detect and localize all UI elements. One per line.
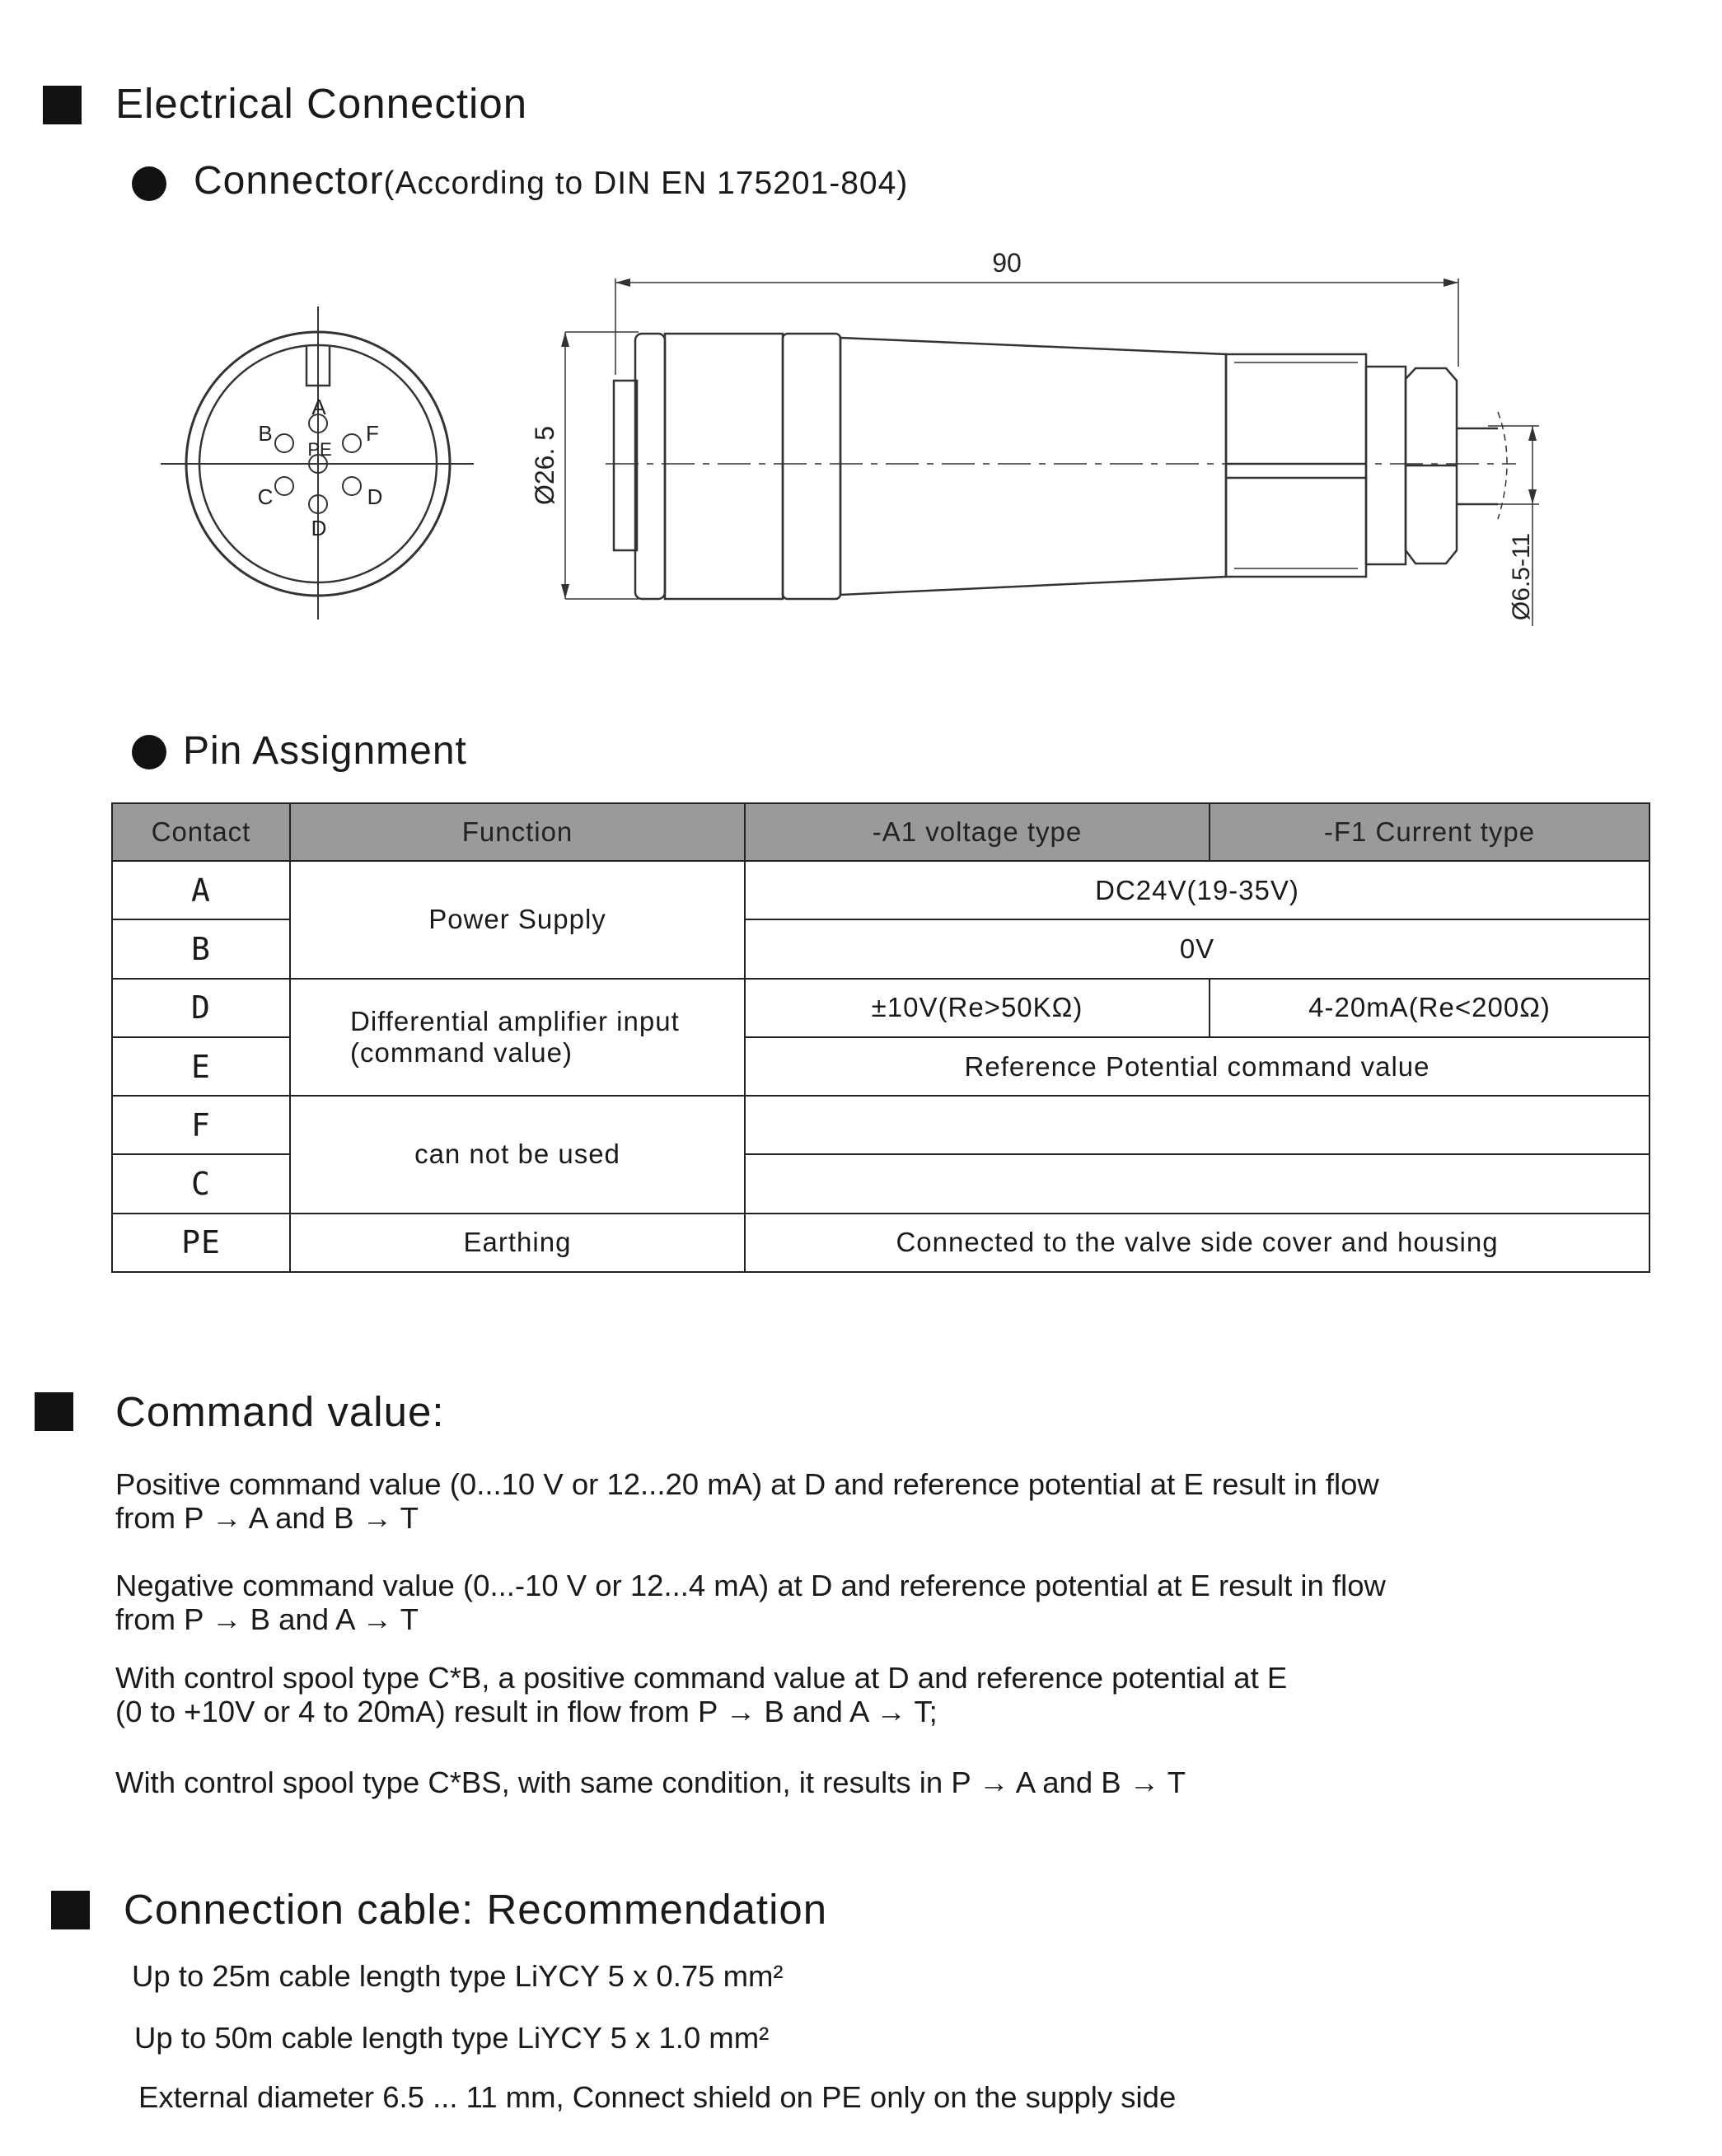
cable-line: Up to 25m cable length type LiYCY 5 x 0.75 mm²: [132, 1959, 784, 1993]
voltage-value-cell: ±10V(Re>50KΩ): [745, 979, 1210, 1037]
value-cell: Reference Potential command value: [745, 1037, 1649, 1096]
pin-label-c: C: [257, 484, 274, 509]
function-cell: [290, 979, 745, 1097]
connection-cable-heading: Connection cable: Recommendation: [124, 1886, 828, 1933]
connector-front-view: [161, 306, 474, 620]
pin-label-a: A: [311, 395, 326, 419]
function-line: Differential amplifier input: [350, 1005, 680, 1036]
pin-assignment-table: [111, 802, 1650, 1273]
command-paragraph-negative: [115, 1569, 1386, 1636]
paragraph-line: from P → A and B → T: [115, 1501, 419, 1535]
function-line: (command value): [350, 1036, 573, 1068]
command-paragraph-spool-cb: [115, 1661, 1287, 1728]
connector-standard: (According to DIN EN 175201-804): [383, 166, 909, 201]
section-marker-square: [35, 1392, 73, 1431]
paragraph-line: (0 to +10V or 4 to 20mA) result in flow from P → B and A → T;: [115, 1695, 938, 1728]
column-header-voltage-type: -A1 voltage type: [745, 803, 1210, 861]
pin-label-pe: PE: [307, 439, 332, 460]
connector-side-view: [561, 278, 1539, 626]
value-cell: 0V: [745, 919, 1649, 978]
paragraph-line: Positive command value (0...10 V or 12...20 mA) at D and reference potential at E result in flow: [115, 1467, 1379, 1501]
function-cell: Earthing: [290, 1214, 745, 1272]
electrical-connection-heading: Electrical Connection: [115, 80, 528, 127]
column-header-contact: Contact: [112, 803, 290, 861]
pin-label-b: B: [258, 421, 273, 446]
bullet-dot: [132, 735, 166, 769]
command-paragraph-positive: [115, 1467, 1379, 1535]
value-cell: [745, 1154, 1649, 1213]
current-value-cell: 4-20mA(Re<200Ω): [1210, 979, 1649, 1037]
connector-title: Connector: [194, 159, 384, 203]
contact-cell: D: [112, 979, 290, 1037]
table-header-row: [112, 803, 1649, 861]
column-header-current-type: -F1 Current type: [1210, 803, 1649, 861]
value-cell: DC24V(19-35V): [745, 861, 1649, 919]
cable-diameter-label: Ø6.5-11: [1508, 532, 1535, 621]
table-row: [112, 1214, 1649, 1272]
contact-cell: A: [112, 861, 290, 919]
function-cell: can not be used: [290, 1096, 745, 1214]
diameter-dimension-label: Ø26. 5: [530, 425, 559, 506]
function-cell: Power Supply: [290, 861, 745, 979]
contact-cell: PE: [112, 1214, 290, 1272]
cable-line: Up to 50m cable length type LiYCY 5 x 1.0 mm²: [134, 2021, 770, 2055]
paragraph-line: With control spool type C*B, a positive command value at D and reference potential at E: [115, 1661, 1288, 1695]
pin-label-d-bottom: D: [311, 516, 327, 540]
value-cell: Connected to the valve side cover and housing: [745, 1214, 1649, 1272]
contact-cell: C: [112, 1154, 290, 1213]
cable-line: External diameter 6.5 ... 11 mm, Connect shield on PE only on the supply side: [138, 2080, 1177, 2114]
contact-cell: B: [112, 919, 290, 978]
contact-cell: F: [112, 1096, 290, 1154]
column-header-function: Function: [290, 803, 745, 861]
pin-label-f: F: [366, 421, 379, 446]
command-value-heading: Command value:: [115, 1388, 445, 1435]
table-row: [112, 861, 1649, 919]
paragraph-line: With control spool type C*BS, with same condition, it results in P → A and B → T: [115, 1765, 1186, 1799]
contact-cell: E: [112, 1037, 290, 1096]
pin-assignment-heading: Pin Assignment: [183, 729, 467, 773]
paragraph-line: Negative command value (0...-10 V or 12...4 mA) at D and reference potential at E result in flow: [115, 1569, 1386, 1602]
table-row: [112, 1096, 1649, 1154]
command-paragraph-spool-cbs: [115, 1765, 1186, 1799]
pin-label-d-right: D: [367, 484, 383, 509]
length-dimension-label: 90: [992, 248, 1022, 278]
value-cell: [745, 1096, 1649, 1154]
paragraph-line: from P → B and A → T: [115, 1602, 419, 1636]
connector-drawing: [0, 0, 1722, 659]
section-marker-square: [51, 1891, 90, 1929]
table-row: [112, 979, 1649, 1037]
